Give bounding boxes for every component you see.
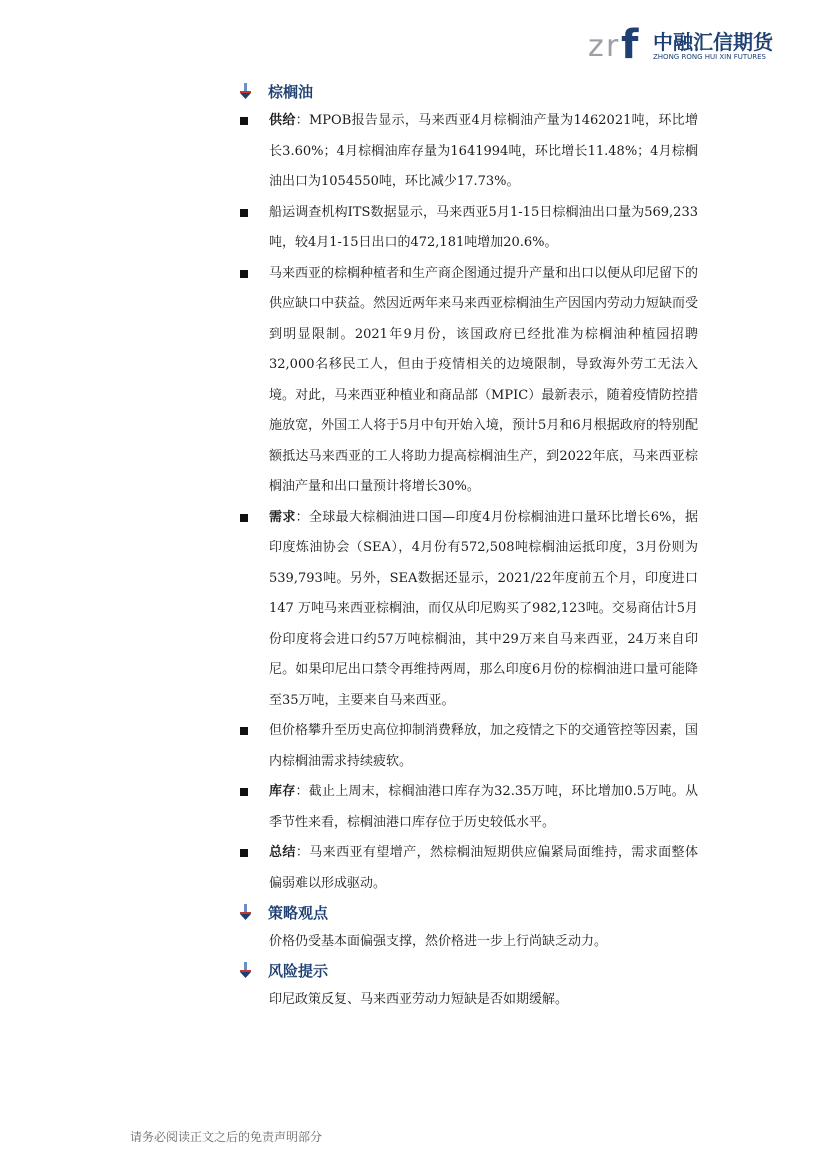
section-title-strategy: 策略观点 [268,903,329,922]
arrow-down-bullet-icon [238,903,254,921]
item-text: ：全球最大棕榈油进口国—印度4月份棕榈油进口量环比增长6%，据印度炼油协会（SEA），4月份有572,508吨棕榈油运抵印度，3月份则为539,793吨。另外，SEA数据还显示，2021/22年度前五个月，印度进口 147 万吨马来西亚棕榈油，而仅从印尼购买了982,123吨。交易商估计5月份印度将会进口约57万吨棕榈油，其中29万来自马来西亚，24万来自印尼。如果印尼出口禁令再维持两周，那么印度6月份的棕榈油进口量可能降至35万吨，主要来自马来西亚。 [269,509,698,708]
square-bullet-icon [240,849,248,857]
list-item-summary [238,838,698,899]
strategy-text: 价格仍受基本面偏强支撑，然价格进一步上行尚缺乏动力。 [269,934,608,949]
logo-chinese-name: 中融汇信期货 [653,30,773,54]
svg-text:f: f [621,22,639,68]
list-item-its [238,198,698,259]
list-item-labor [238,259,698,503]
logo-english-name: ZHONG RONG HUI XIN FUTURES [653,53,766,61]
item-text: 马来西亚的棕榈种植者和生产商企图通过提升产量和出口以便从印尼留下的供应缺口中获益。然因近两年来马来西亚棕榈油生产因国内劳动力短缺而受到明显限制。2021年9月份，该国政府已经批准为棕榈油种植园招聘32,000名移民工人，但由于疫情相关的边境限制，导致海外劳工无法入境。对此，马来西亚种植业和商品部（MPIC）最新表示，随着疫情防控措施放宽，外国工人将于5月中旬开始入境，预计5月和6月根据政府的特别配额抵达马来西亚的工人将助力提高棕榈油生产，到2022年底，马来西亚棕榈油产量和出口量预计将增长30%。 [269,265,699,494]
section-title-risk: 风险提示 [268,961,329,980]
square-bullet-icon [240,270,248,278]
report-body [238,78,698,1015]
risk-text: 印尼政策反复、马来西亚劳动力短缺是否如期缓解。 [269,992,569,1007]
arrow-down-bullet-icon [238,82,254,100]
item-text: ：马来西亚有望增产，然棕榈油短期供应偏紧局面维持，需求面整体偏弱难以形成驱动。 [269,845,698,891]
svg-text:r: r [606,29,619,64]
item-label: 供给 [269,113,296,128]
list-item-demand [238,503,698,717]
section-header-palm [238,78,698,104]
square-bullet-icon [240,788,248,796]
zrf-logo-mark-icon [587,20,649,68]
square-bullet-icon [240,117,248,125]
list-item-consumption [238,716,698,777]
item-label: 需求 [269,509,296,525]
list-item-inventory [238,777,698,838]
item-text: ：MPOB报告显示，马来西亚4月棕榈油产量为1462021吨，环比增长3.60%；4月棕榈油库存量为1641994吨，环比增长11.48%；4月棕榈油出口为1054550吨，环比减少17.73%。 [269,113,698,189]
item-text: 船运调查机构ITS数据显示，马来西亚5月1-15日棕榈油出口量为569,233吨，较4月1-15日出口的472,181吨增加20.6%。 [269,204,698,250]
company-logo [587,20,777,68]
section-title-palm: 棕榈油 [268,82,314,101]
item-label: 库存 [269,784,296,799]
footer-disclaimer: 请务必阅读正文之后的免责声明部分 [130,1130,323,1144]
item-label: 总结 [269,845,296,860]
arrow-down-bullet-icon [238,961,254,979]
item-text: ：截止上周末，棕榈油港口库存为32.35万吨，环比增加0.5万吨。从季节性来看，棕榈油港口库存位于历史较低水平。 [269,784,698,830]
section-header-strategy [238,899,698,925]
square-bullet-icon [240,727,248,735]
item-text: 但价格攀升至历史高位抑制消费释放，加之疫情之下的交通管控等因素，国内棕榈油需求持续疲软。 [269,723,699,769]
square-bullet-icon [240,514,248,522]
section-header-risk [238,957,698,983]
list-item-supply [238,106,698,198]
svg-text:z: z [588,29,604,64]
square-bullet-icon [240,209,248,217]
